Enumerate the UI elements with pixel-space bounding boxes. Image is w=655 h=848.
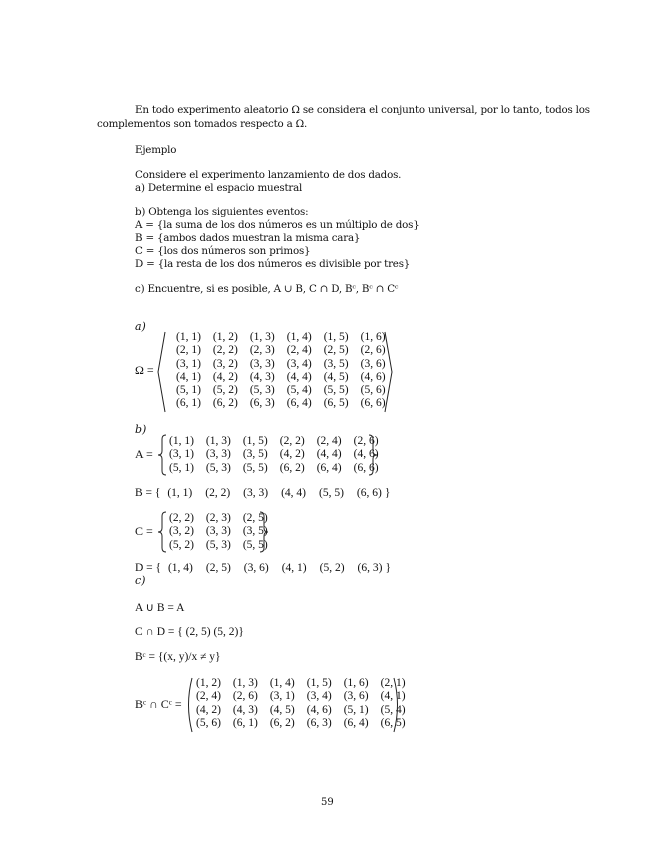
set-c-label: C = <box>135 524 153 538</box>
bc-cc-right-paren <box>392 677 402 733</box>
bc-cc-label: Bᶜ ∩ Cᶜ = <box>135 697 182 711</box>
page-number: 59 <box>321 797 334 808</box>
omega-cell: (2, 3) <box>249 344 275 357</box>
omega-row <box>170 331 392 344</box>
bc-cc-cell: (2, 1) <box>380 677 406 689</box>
set-b-element: (3, 3) <box>243 487 269 499</box>
omega-cell: (1, 5) <box>323 331 349 343</box>
set-b-element: (2, 2) <box>205 487 231 499</box>
omega-cell: (1, 3) <box>249 331 275 343</box>
omega-cell: (1, 6) <box>360 331 386 343</box>
set-d-row <box>135 562 391 574</box>
omega-cell: (1, 2) <box>212 331 238 343</box>
omega-cell: (5, 2) <box>212 384 238 397</box>
set-a-cell: (2, 2) <box>279 435 305 447</box>
solution-label-b: b) <box>135 423 147 436</box>
omega-cell: (3, 6) <box>360 357 386 370</box>
set-b-label: B = { <box>135 487 161 499</box>
omega-row <box>170 384 392 397</box>
set-c-cell: (3, 5) <box>242 525 268 538</box>
omega-cell: (6, 4) <box>286 397 312 410</box>
set-a-matrix <box>163 435 385 475</box>
bc-cc-cell: (1, 5) <box>306 677 332 689</box>
set-b-element: (4, 4) <box>281 487 306 499</box>
example-heading: Ejemplo <box>135 144 177 156</box>
omega-cell: (6, 6) <box>360 397 386 410</box>
set-d-element: (5, 2) <box>319 562 345 574</box>
set-a-row <box>163 448 385 461</box>
omega-cell: (4, 1) <box>176 370 201 383</box>
set-a-cell: (2, 6) <box>353 435 379 447</box>
event-c-definition: C = {los dos números son primos} <box>135 245 311 257</box>
set-c-row <box>163 539 274 552</box>
set-a-cell: (1, 3) <box>205 435 231 447</box>
bc-cc-matrix <box>190 677 412 730</box>
set-a-cell: (6, 4) <box>316 461 342 474</box>
set-d-element: (6, 3) <box>357 562 383 574</box>
omega-cell: (4, 4) <box>286 370 312 383</box>
omega-cell: (3, 3) <box>249 357 275 370</box>
set-a-cell: (1, 1) <box>169 435 194 447</box>
omega-cell: (3, 4) <box>286 357 312 370</box>
set-a-cell: (4, 2) <box>279 448 305 461</box>
set-a-cell: (3, 5) <box>242 448 268 461</box>
set-c-cell: (5, 3) <box>205 538 231 551</box>
bc-cc-cell: (1, 2) <box>196 677 221 689</box>
set-b-row <box>135 487 390 499</box>
set-a-cell: (3, 1) <box>169 448 194 461</box>
set-a-right-brace <box>368 434 378 476</box>
bc-cc-cell: (6, 3) <box>306 716 332 729</box>
set-b-element: (5, 5) <box>319 487 344 499</box>
bc-cc-cell: (4, 3) <box>232 703 258 716</box>
set-c-cell: (2, 3) <box>205 512 231 524</box>
set-a-cell: (3, 3) <box>205 448 231 461</box>
bc-cc-cell: (6, 4) <box>343 716 369 729</box>
part-b-question: b) Obtenga los siguientes eventos: <box>135 206 309 218</box>
omega-cell: (5, 4) <box>286 384 312 397</box>
set-a-label: A = <box>135 447 153 461</box>
event-d-definition: D = {la resta de los dos números es divisible por tres} <box>135 258 411 270</box>
omega-cell: (4, 6) <box>360 370 386 383</box>
solution-label-c: c) <box>135 574 146 587</box>
set-b-element: (6, 6) <box>356 487 382 499</box>
omega-cell: (4, 2) <box>212 370 238 383</box>
set-a-cell: (5, 3) <box>205 461 231 474</box>
omega-cell: (6, 5) <box>323 397 349 410</box>
set-c-matrix <box>163 512 274 552</box>
omega-cell: (6, 2) <box>212 397 238 410</box>
omega-row <box>170 397 392 410</box>
set-a-cell: (2, 4) <box>316 435 342 447</box>
set-d-elements <box>168 562 396 574</box>
bc-cc-row <box>190 677 412 690</box>
omega-left-angle-bracket <box>155 331 169 413</box>
omega-cell: (2, 6) <box>360 344 386 357</box>
omega-cell: (4, 3) <box>249 370 275 383</box>
omega-row <box>170 371 392 384</box>
omega-cell: (6, 3) <box>249 397 275 410</box>
part-a-question: a) Determine el espacio muestral <box>135 182 303 194</box>
bc-cc-row <box>190 690 412 703</box>
intro-line-1: En todo experimento aleatorio Ω se considera el conjunto universal, por lo tanto, todos los <box>135 104 590 116</box>
bc-cc-cell: (6, 2) <box>269 716 295 729</box>
omega-cell: (2, 5) <box>323 344 349 357</box>
bc-cc-cell: (1, 6) <box>343 677 369 689</box>
set-d-close: } <box>385 562 391 574</box>
set-a-cell: (4, 4) <box>316 448 342 461</box>
omega-row <box>170 358 392 371</box>
omega-cell: (3, 5) <box>323 357 349 370</box>
omega-cell: (1, 1) <box>176 331 201 343</box>
set-a-cell: (1, 5) <box>242 435 268 447</box>
set-a-cell: (6, 6) <box>353 461 379 474</box>
bc-cc-cell: (4, 6) <box>306 703 332 716</box>
b-complement: Bᶜ = {(x, y)/x ≠ y} <box>135 651 221 663</box>
event-a-definition: A = {la suma de los dos números es un múltiplo de dos} <box>135 219 420 231</box>
set-a-row <box>163 462 385 475</box>
bc-cc-row <box>190 704 412 717</box>
set-c-cell: (3, 2) <box>169 525 194 538</box>
omega-cell: (4, 5) <box>323 370 349 383</box>
set-c-cell: (2, 2) <box>169 512 194 524</box>
set-d-element: (3, 6) <box>243 562 269 574</box>
set-a-cell: (6, 2) <box>279 461 305 474</box>
bc-cc-cell: (1, 3) <box>232 677 258 689</box>
solution-label-a: a) <box>135 320 146 333</box>
omega-cell: (2, 4) <box>286 344 312 357</box>
bc-cc-cell: (4, 2) <box>196 703 221 716</box>
set-c-row <box>163 512 274 525</box>
set-c-cell: (5, 2) <box>169 538 194 551</box>
a-union-b: A ∪ B = A <box>135 602 185 614</box>
bc-cc-cell: (6, 1) <box>232 716 258 729</box>
set-c-right-brace <box>259 511 269 553</box>
bc-cc-cell: (4, 1) <box>380 690 406 703</box>
bc-cc-cell: (3, 6) <box>343 690 369 703</box>
omega-label: Ω = <box>135 363 154 377</box>
set-d-element: (4, 1) <box>281 562 307 574</box>
bc-cc-cell: (2, 6) <box>232 690 258 703</box>
bc-cc-row <box>190 717 412 730</box>
set-d-element: (2, 5) <box>205 562 231 574</box>
intro-line-2: complementos son tomados respecto a Ω. <box>97 118 308 130</box>
omega-row <box>170 344 392 357</box>
set-c-cell: (5, 5) <box>242 538 268 551</box>
omega-matrix <box>170 331 392 411</box>
omega-cell: (5, 5) <box>323 384 349 397</box>
bc-cc-cell: (6, 5) <box>380 716 406 729</box>
set-c-cell: (3, 3) <box>205 525 231 538</box>
set-b-element: (1, 1) <box>167 487 193 499</box>
set-b-close: } <box>384 487 391 499</box>
omega-cell: (5, 3) <box>249 384 275 397</box>
omega-cell: (3, 2) <box>212 357 238 370</box>
omega-right-angle-bracket <box>382 331 396 413</box>
bc-cc-cell: (1, 4) <box>269 677 295 689</box>
bc-cc-cell: (3, 1) <box>269 690 295 703</box>
set-b-elements <box>167 487 395 499</box>
set-d-element: (1, 4) <box>167 562 193 574</box>
bc-cc-cell: (5, 6) <box>196 716 221 729</box>
set-a-cell: (4, 6) <box>353 448 379 461</box>
omega-cell: (2, 1) <box>176 344 201 357</box>
c-intersect-d: C ∩ D = { (2, 5) (5, 2)} <box>135 626 244 638</box>
set-c-cell: (2, 5) <box>242 512 268 524</box>
bc-cc-cell: (2, 4) <box>196 690 221 703</box>
set-c-row <box>163 525 274 538</box>
bc-cc-cell: (5, 4) <box>380 703 406 716</box>
event-b-definition: B = {ambos dados muestran la misma cara} <box>135 232 361 244</box>
bc-cc-cell: (4, 5) <box>269 703 295 716</box>
bc-cc-cell: (3, 4) <box>306 690 332 703</box>
part-c-question: c) Encuentre, si es posible, A ∪ B, C ∩ D, Bᶜ, Bᶜ ∩ Cᶜ <box>135 283 399 295</box>
bc-cc-cell: (5, 1) <box>343 703 369 716</box>
set-a-cell: (5, 5) <box>242 461 268 474</box>
omega-cell: (5, 1) <box>176 384 201 397</box>
omega-cell: (5, 6) <box>360 384 386 397</box>
example-consider: Considere el experimento lanzamiento de dos dados. <box>135 169 402 181</box>
omega-cell: (3, 1) <box>176 357 201 370</box>
set-a-cell: (5, 1) <box>169 461 194 474</box>
set-d-label: D = { <box>135 562 162 574</box>
omega-cell: (1, 4) <box>286 331 312 343</box>
omega-cell: (2, 2) <box>212 344 238 357</box>
omega-cell: (6, 1) <box>176 397 201 410</box>
set-a-row <box>163 435 385 448</box>
